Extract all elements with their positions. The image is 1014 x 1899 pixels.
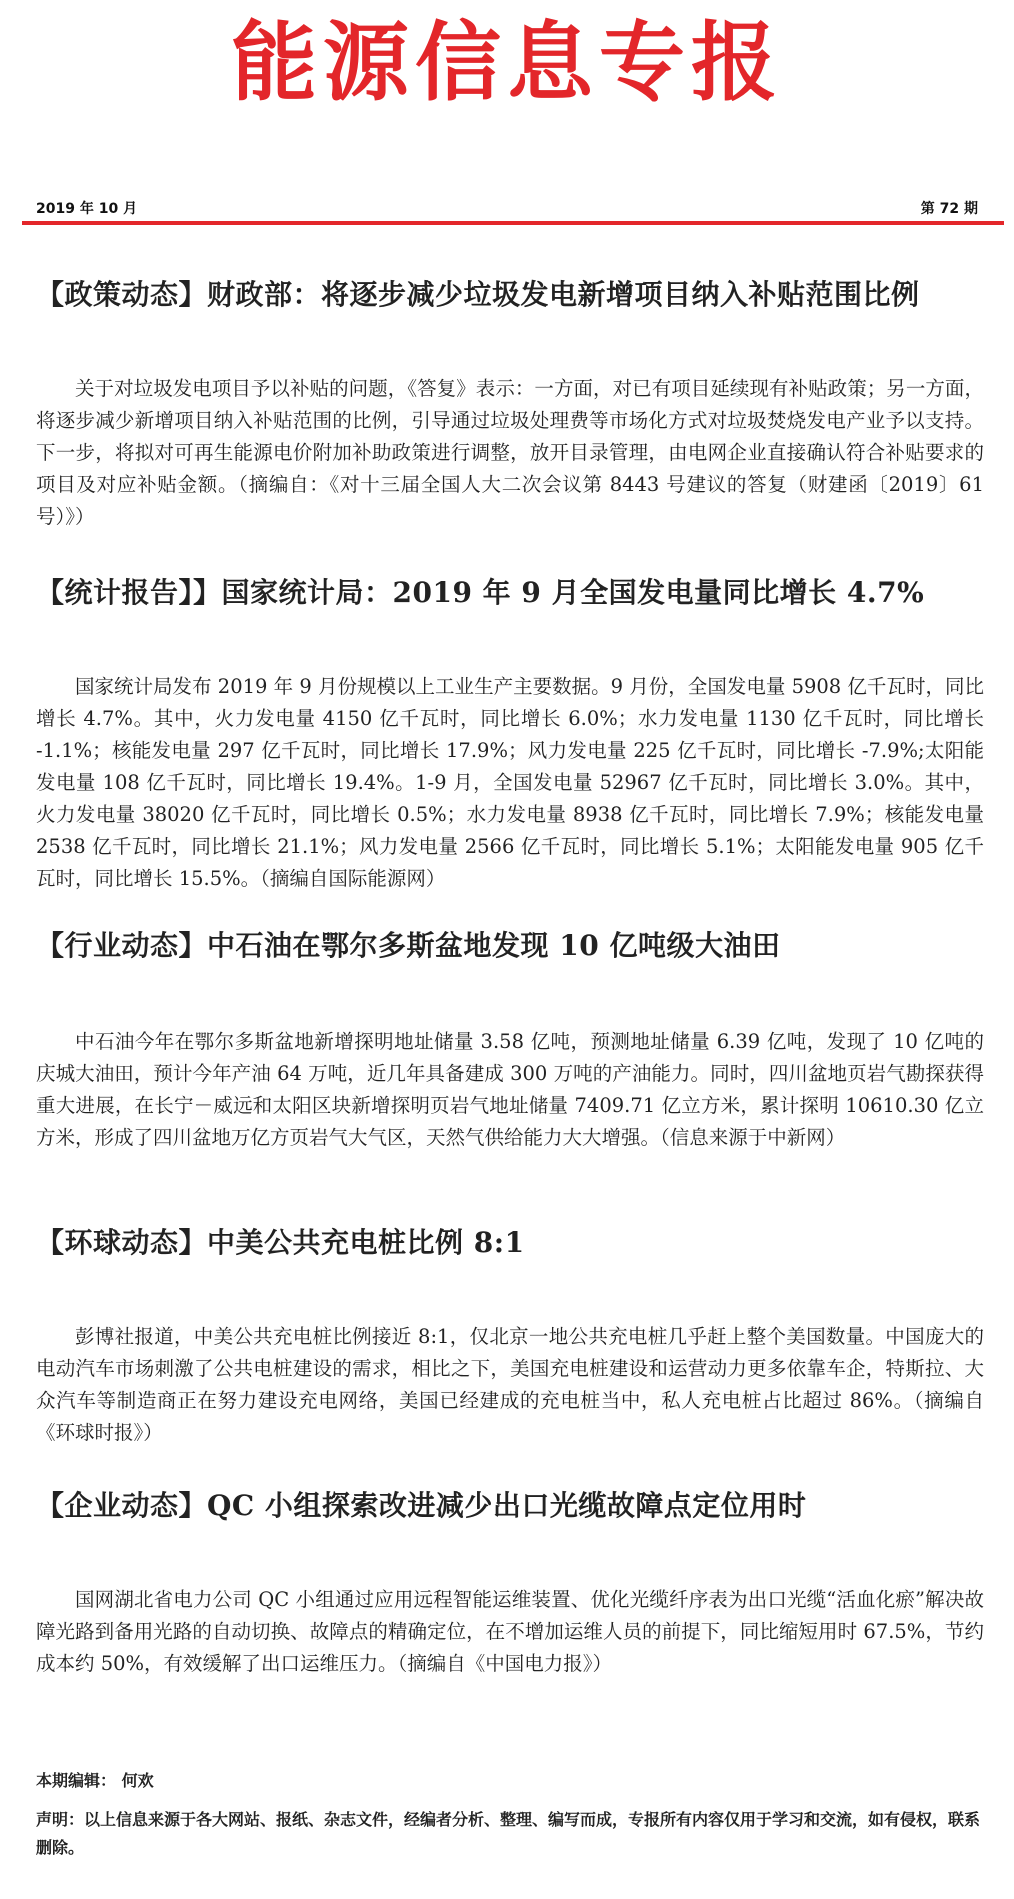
article-heading: 【行业动态】中石油在鄂尔多斯盆地发现 10 亿吨级大油田 xyxy=(36,929,781,962)
issue-number: 第 72 期 xyxy=(920,201,978,217)
article-enterprise xyxy=(36,1486,984,1680)
article-heading: 【环球动态】中美公共充电桩比例 8:1 xyxy=(36,1226,525,1259)
article-body: 中石油今年在鄂尔多斯盆地新增探明地址储量 3.58 亿吨，预测地址储量 6.39 亿吨，发现了 10 亿吨的庆城大油田，预计今年产油 64 万吨，近几年具备建成 300 万吨的产油能力。同时，四川盆地页岩气勘探获得重大进展，在长宁－威远和太阳区块新增探明页岩气地址储量 7409.71 亿立方米，累计探明 10610.30 亿立方米，形成了四川盆地万亿方页岩气大气区，天然气供给能力大大增强。（信息来源于中新网） xyxy=(36,1030,984,1149)
newsletter-title: 能源信息专报 xyxy=(231,13,783,113)
masthead xyxy=(0,8,1014,118)
article-body: 彭博社报道，中美公共充电桩比例接近 8:1，仅北京一地公共充电桩几乎赶上整个美国数量。中国庞大的电动汽车市场刺激了公共电桩建设的需求，相比之下，美国充电桩建设和运营动力更多依靠车企，特斯拉、大众汽车等制造商正在努力建设充电网络，美国已经建成的充电桩当中，私人充电桩占比超过 86%。（摘编自《环球时报》） xyxy=(36,1325,984,1444)
article-policy xyxy=(36,275,984,533)
article-body: 国网湖北省电力公司 QC 小组通过应用远程智能运维装置、优化光缆纤序表为出口光缆“活血化瘀”解决故障光路到备用光路的自动切换、故障点的精确定位，在不增加运维人员的前提下，同比缩短用时 67.5%，节约成本约 50%，有效缓解了出口运维压力。（摘编自《中国电力报》） xyxy=(36,1588,984,1675)
editor-credit: 本期编辑： 何欢 xyxy=(36,1771,154,1790)
article-heading: 【企业动态】QC 小组探索改进减少出口光缆故障点定位用时 xyxy=(36,1489,807,1522)
article-industry xyxy=(36,926,984,1154)
article-global xyxy=(36,1223,984,1449)
issue-info-row xyxy=(36,198,978,218)
article-heading: 【政策动态】财政部：将逐步减少垃圾发电新增项目纳入补贴范围比例 xyxy=(36,278,920,311)
article-body: 关于对垃圾发电项目予以补贴的问题，《答复》表示：一方面，对已有项目延续现有补贴政策；另一方面，将逐步减少新增项目纳入补贴范围的比例，引导通过垃圾处理费等市场化方式对垃圾焚烧发电产业予以支持。下一步，将拟对可再生能源电价附加补助政策进行调整，放开目录管理，由电网企业直接确认符合补贴要求的项目及对应补贴金额。（摘编自：《对十三届全国人大二次会议第 8443 号建议的答复（财建函〔2019〕61 号）》） xyxy=(36,377,984,528)
header-divider xyxy=(22,221,1004,225)
article-statistics xyxy=(36,573,984,895)
issue-date: 2019 年 10 月 xyxy=(36,201,138,217)
disclaimer: 声明：以上信息来源于各大网站、报纸、杂志文件，经编者分析、整理、编写而成，专报所有内容仅用于学习和交流，如有侵权，联系删除。 xyxy=(36,1810,981,1857)
article-heading: 【统计报告】】国家统计局：2019 年 9 月全国发电量同比增长 4.7% xyxy=(36,576,925,609)
article-body: 国家统计局发布 2019 年 9 月份规模以上工业生产主要数据。9 月份，全国发电量 5908 亿千瓦时，同比增长 4.7%。其中，火力发电量 4150 亿千瓦时，同比增长 6.0%；水力发电量 1130 亿千瓦时，同比增长 -1.1%；核能发电量 297 亿千瓦时，同比增长 17.9%；风力发电量 225 亿千瓦时，同比增长 -7.9%;太阳能发电量 108 亿千瓦时，同比增长 19.4%。1-9 月，全国发电量 52967 亿千瓦时，同比增长 3.0%。其中，火力发电量 38020 亿千瓦时，同比增长 0.5%；水力发电量 8938 亿千瓦时，同比增长 7.9%；核能发电量 2538 亿千瓦时，同比增长 21.1%；风力发电量 2566 亿千瓦时，同比增长 5.1%；太阳能发电量 905 亿千瓦时，同比增长 15.5%。（摘编自国际能源网） xyxy=(36,675,984,890)
